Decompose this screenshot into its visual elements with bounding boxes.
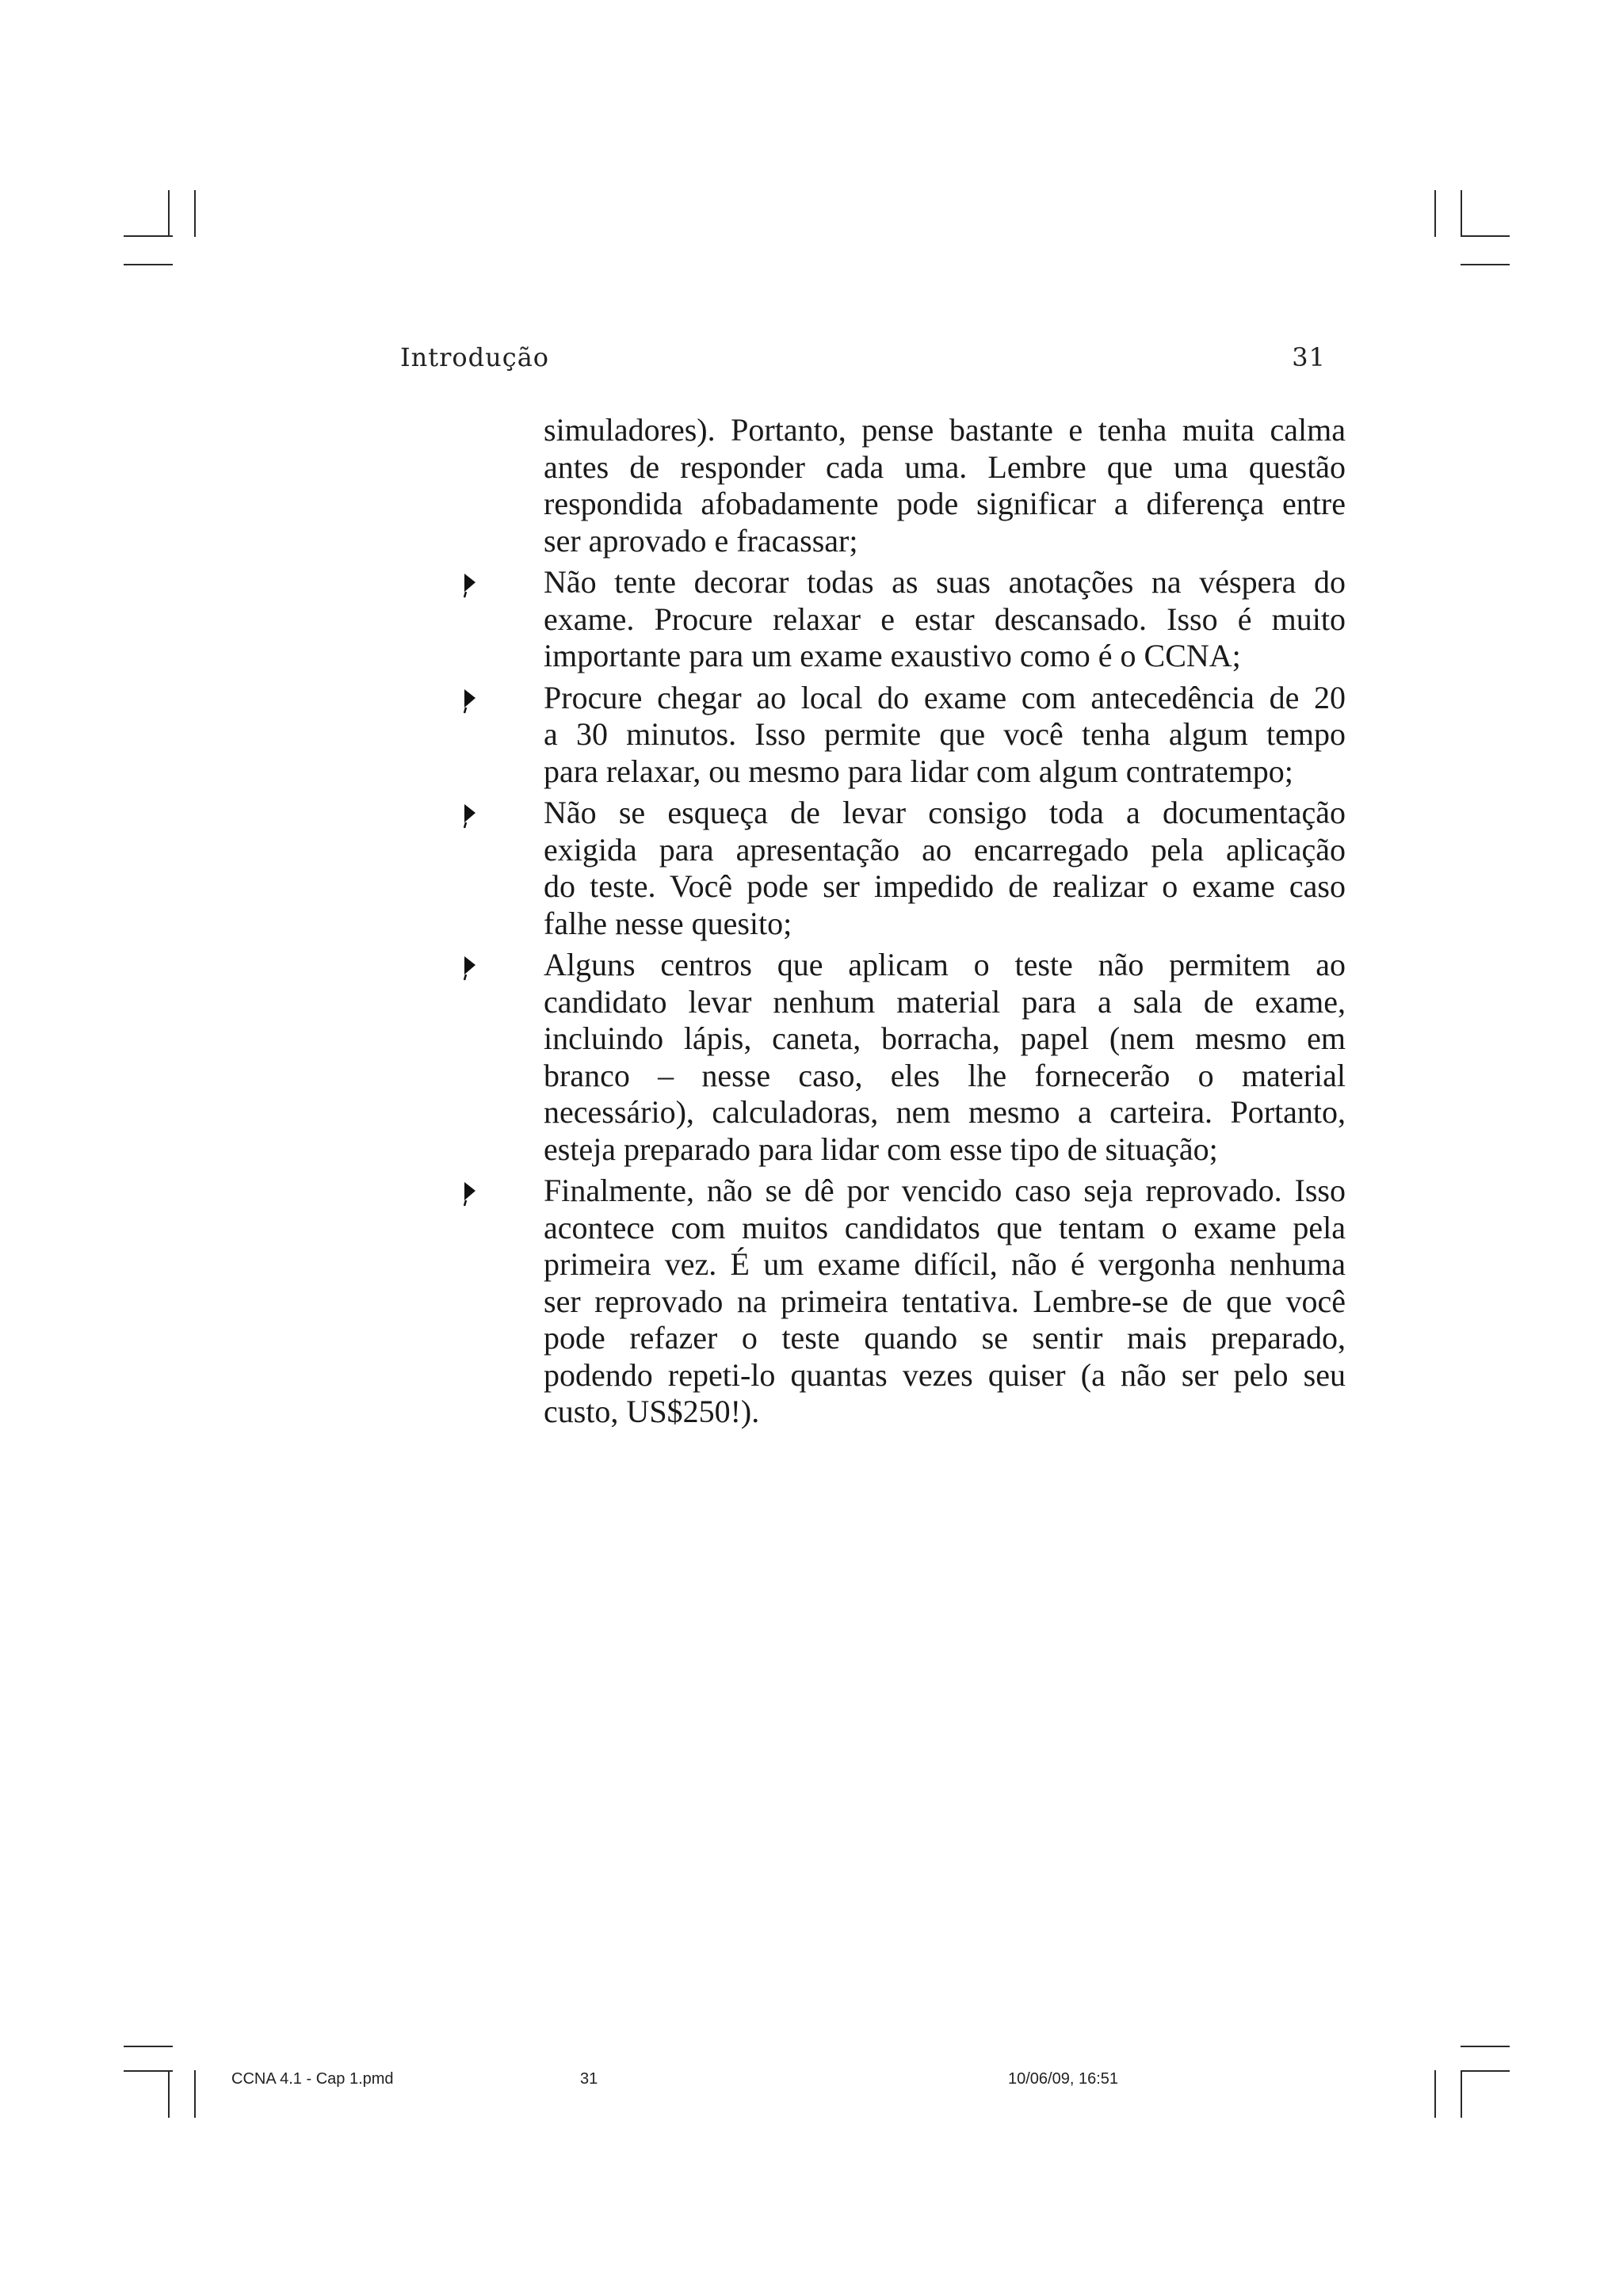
pointing-arrow-bullet-icon: [463, 955, 479, 982]
text-line: Alguns centros que aplicam o teste não permitem ao: [544, 947, 1346, 982]
text-line: podendo repeti-lo quantas vezes quiser (a não ser pelo seu: [544, 1356, 1346, 1393]
text-line: exame. Procure relaxar e estar descansado. Isso é muito: [544, 601, 1346, 637]
crop-mark-bottom-right-h2: [1461, 2070, 1510, 2072]
pointing-arrow-bullet-icon: [463, 572, 479, 599]
text-line: acontece com muitos candidatos que tentam o exame pela: [544, 1209, 1346, 1245]
text-line: incluindo lápis, caneta, borracha, papel (nem mesmo em: [544, 1020, 1346, 1056]
footer-file-name: CCNA 4.1 - Cap 1.pmd: [231, 2070, 394, 2088]
intro-paragraph: [544, 412, 1346, 559]
tip-item: [544, 947, 1346, 1168]
crop-mark-bottom-right-v1: [1434, 2070, 1436, 2118]
text-line: branco – nesse caso, eles lhe fornecerão o material: [544, 1057, 1346, 1093]
crop-mark-bottom-left-h2: [124, 2070, 173, 2072]
text-line: candidato levar nenhum material para a sala de exame,: [544, 983, 1346, 1020]
crop-mark-top-right-h2: [1461, 264, 1510, 265]
text-line: primeira vez. É um exame difícil, não é vergonha nenhuma: [544, 1246, 1346, 1282]
crop-mark-bottom-left-v1: [168, 2070, 170, 2118]
tip-item: [544, 795, 1346, 942]
text-line: exigida para apresentação ao encarregado pela aplicação: [544, 831, 1346, 868]
text-line: ser reprovado na primeira tentativa. Lembre-se de que você: [544, 1283, 1346, 1319]
pointing-arrow-bullet-icon: [463, 1180, 479, 1207]
chapter-title: Introdução: [400, 342, 550, 372]
text-line: para relaxar, ou mesmo para lidar com algum contratempo;: [544, 753, 1293, 789]
page-number: 31: [1292, 342, 1326, 372]
body-text: [544, 412, 1346, 1436]
crop-mark-top-right-v1: [1434, 190, 1436, 237]
text-line: importante para um exame exaustivo como é o CCNA;: [544, 638, 1241, 673]
text-line: antes de responder cada uma. Lembre que uma questão: [544, 448, 1346, 485]
tip-item: [544, 1173, 1346, 1431]
text-line: respondida afobadamente pode significar a diferença entre: [544, 486, 1346, 521]
pointing-arrow-bullet-icon: [463, 803, 479, 830]
footer-timestamp: 10/06/09, 16:51: [1008, 2070, 1119, 2088]
text-line: do teste. Você pode ser impedido de realizar o exame caso: [544, 868, 1346, 904]
crop-mark-top-left-v2: [194, 190, 196, 237]
text-line: pode refazer o teste quando se sentir mais preparado,: [544, 1320, 1346, 1356]
crop-mark-bottom-right-h1: [1461, 2046, 1510, 2047]
crop-mark-top-right-v2: [1461, 190, 1462, 237]
text-line: Não se esqueça de levar consigo toda a documentação: [544, 795, 1346, 830]
text-line: Finalmente, não se dê por vencido caso seja reprovado. Isso: [544, 1173, 1346, 1208]
text-line: ser aprovado e fracassar;: [544, 522, 858, 559]
text-line: Procure chegar ao local do exame com antecedência de 20: [544, 679, 1346, 715]
crop-mark-top-left-v1: [168, 190, 170, 237]
crop-mark-top-right-h1: [1461, 235, 1510, 237]
text-line: esteja preparado para lidar com esse tipo de situação;: [544, 1131, 1218, 1167]
tip-item: [544, 564, 1346, 675]
text-line: necessário), calculadoras, nem mesmo a carteira. Portanto,: [544, 1094, 1346, 1130]
text-line: falhe nesse quesito;: [544, 905, 792, 941]
text-line: a 30 minutos. Isso permite que você tenha algum tempo: [544, 716, 1346, 752]
running-header: [400, 342, 1326, 377]
text-line: Não tente decorar todas as suas anotações na véspera do: [544, 564, 1346, 600]
crop-mark-top-left-h1: [124, 235, 173, 237]
crop-mark-top-left-h2: [124, 264, 173, 265]
crop-mark-bottom-right-v2: [1461, 2070, 1462, 2118]
pointing-arrow-bullet-icon: [463, 688, 479, 715]
text-line: simuladores). Portanto, pense bastante e tenha muita calma: [544, 412, 1346, 448]
footer-page-number: 31: [580, 2070, 598, 2088]
crop-mark-bottom-left-h1: [124, 2046, 173, 2047]
tip-item: [544, 680, 1346, 791]
crop-mark-bottom-left-v2: [194, 2070, 196, 2118]
text-line: custo, US$250!).: [544, 1394, 760, 1429]
